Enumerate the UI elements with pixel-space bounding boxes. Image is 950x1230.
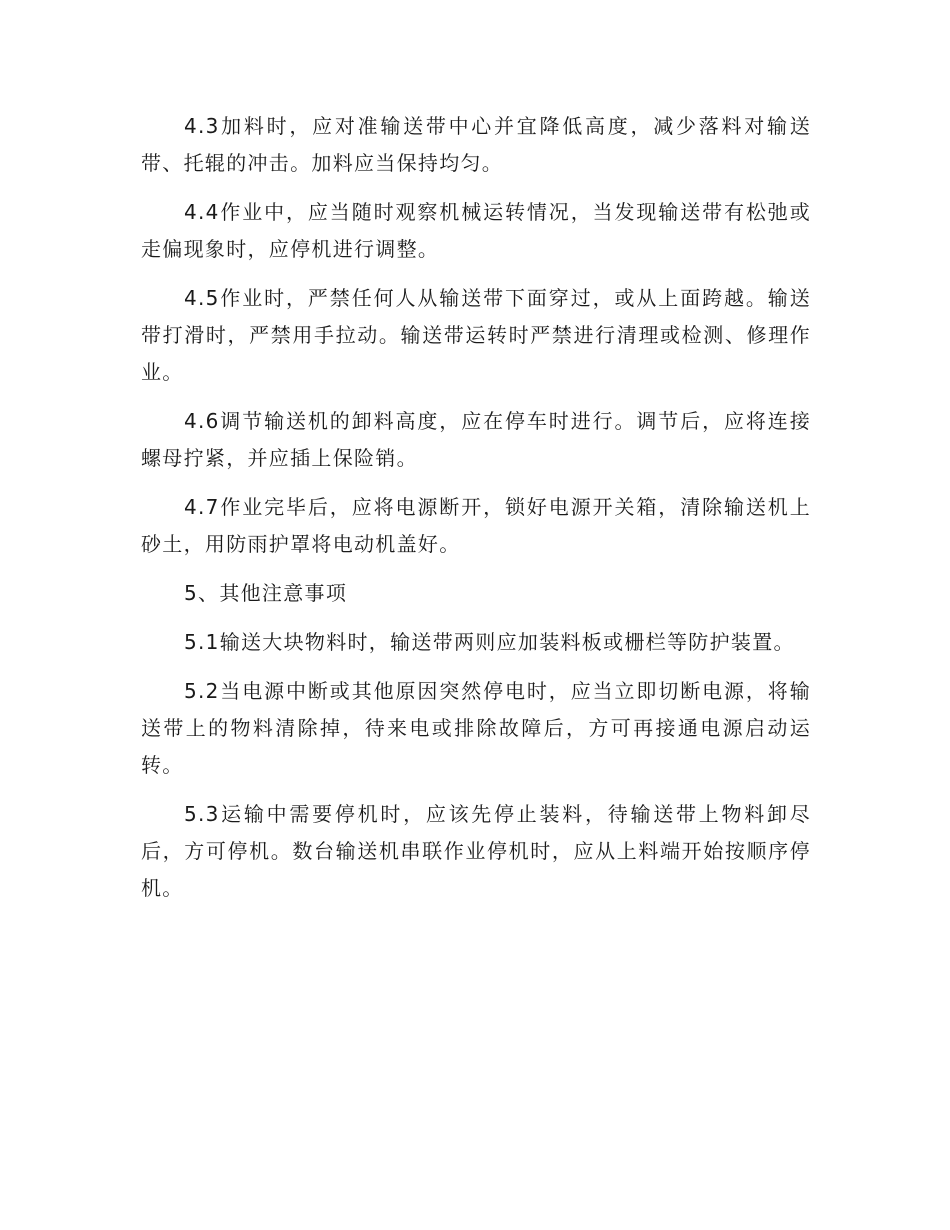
paragraph-5-3: 5.3运输中需要停机时，应该先停止装料，待输送带上物料卸尽后，方可停机。数台输送机串联作业停机时，应从上料端开始按顺序停机。 — [141, 802, 811, 900]
section-heading-5: 5、其他注意事项 — [184, 581, 348, 605]
document-body — [141, 108, 811, 919]
paragraph-4-6: 4.6调节输送机的卸料高度，应在停车时进行。调节后，应将连接螺母拧紧，并应插上保险销。 — [141, 409, 811, 470]
paragraph-4-5: 4.5作业时，严禁任何人从输送带下面穿过，或从上面跨越。输送带打滑时，严禁用手拉动。输送带运转时严禁进行清理或检测、修理作业。 — [141, 286, 811, 384]
paragraph-5-2: 5.2当电源中断或其他原因突然停电时，应当立即切断电源，将输送带上的物料清除掉，待来电或排除故障后，方可再接通电源启动运转。 — [141, 679, 811, 777]
paragraph-5-1: 5.1输送大块物料时，输送带两则应加装料板或栅栏等防护装置。 — [184, 630, 795, 654]
paragraph-4-7: 4.7作业完毕后，应将电源断开，锁好电源开关箱，清除输送机上砂土，用防雨护罩将电动机盖好。 — [141, 495, 811, 556]
paragraph-4-3: 4.3加料时，应对准输送带中心并宜降低高度，减少落料对输送带、托辊的冲击。加料应当保持均匀。 — [141, 114, 811, 175]
paragraph-4-4: 4.4作业中，应当随时观察机械运转情况，当发现输送带有松弛或走偏现象时，应停机进行调整。 — [141, 200, 811, 261]
